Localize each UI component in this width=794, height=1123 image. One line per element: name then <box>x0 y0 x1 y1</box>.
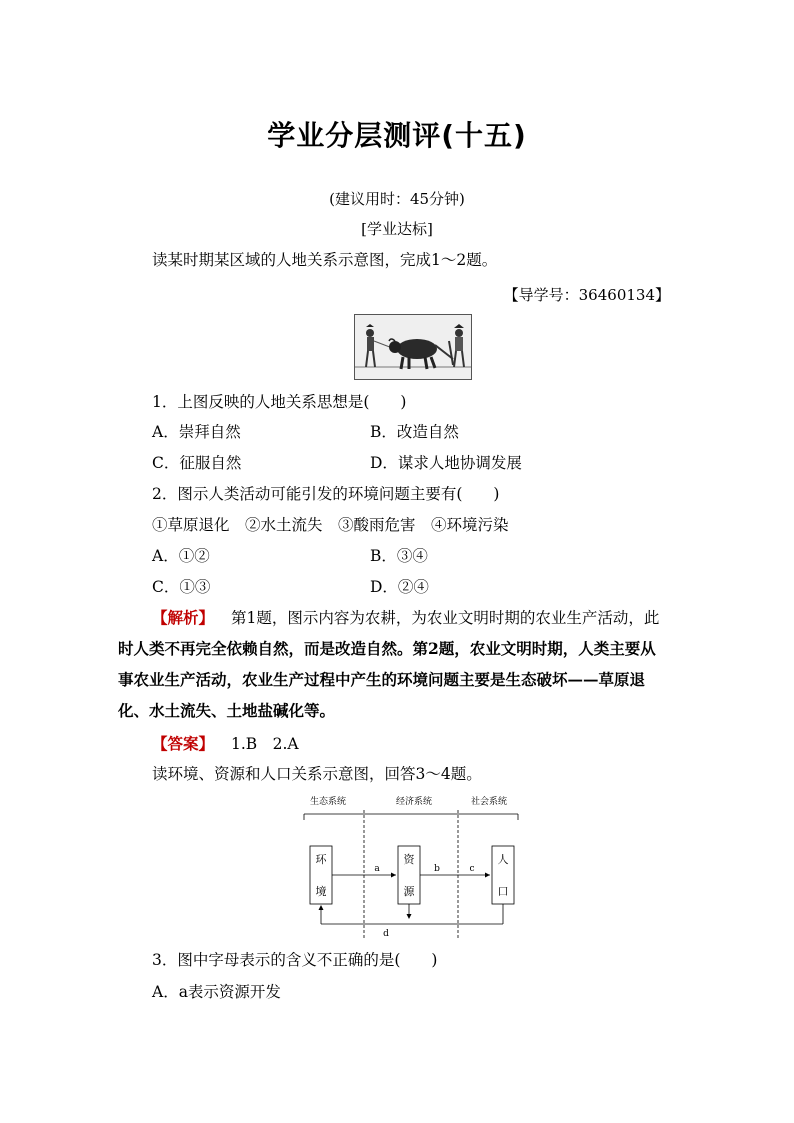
label-c: c <box>469 864 475 874</box>
box3-char-1: 人 <box>497 853 509 866</box>
intro-2: 读环境、资源和人口关系示意图，回答3～4题。 <box>152 765 482 783</box>
analysis-text-1: 第1题，图示内容为农耕，为农业文明时期的农业生产活动，此 <box>230 609 660 627</box>
q2-option-a: A．①② <box>152 547 210 565</box>
q2-option-c: C．①③ <box>152 578 211 596</box>
box2-char-1: 资 <box>403 853 415 866</box>
ox-plough-image <box>355 315 471 379</box>
environment-resource-population-diagram <box>302 792 530 944</box>
q2-items: ①草原退化 ②水土流失 ③酸雨危害 ④环境污染 <box>152 516 509 534</box>
col-label-economy: 经济系统 <box>395 797 433 807</box>
analysis-line-2: 时人类不再完全依赖自然，而是改造自然。第2题，农业文明时期，人类主要从 <box>118 639 656 658</box>
col-label-ecology: 生态系统 <box>309 797 347 807</box>
box2-char-2: 源 <box>403 885 415 898</box>
label-d: d <box>383 929 389 939</box>
q1-option-a: A．崇拜自然 <box>152 423 241 441</box>
q1-option-d: D．谋求人地协调发展 <box>370 454 522 472</box>
answer-tag: 【答案】 <box>152 734 215 753</box>
analysis-tag: 【解析】 <box>152 608 215 627</box>
farming-illustration <box>354 314 472 380</box>
time-hint: (建议用时：45分钟) <box>329 190 465 208</box>
guide-number: 【导学号：36460134】 <box>503 286 670 304</box>
q2-option-d: D．②④ <box>370 578 429 596</box>
analysis-line-3: 事农业生产活动，农业生产过程中产生的环境问题主要是生态破坏——草原退 <box>118 670 646 689</box>
box3-char-2: 口 <box>497 885 509 898</box>
label-a: a <box>374 864 380 874</box>
q2-stem: 2．图示人类活动可能引发的环境问题主要有( ) <box>152 485 500 503</box>
label-b: b <box>434 864 440 874</box>
q3-stem: 3．图中字母表示的含义不正确的是( ) <box>152 951 438 969</box>
q1-option-b: B．改造自然 <box>370 423 459 441</box>
q1-stem: 1．上图反映的人地关系思想是( ) <box>152 393 407 411</box>
answer-text: 1.B 2.A <box>230 735 299 753</box>
box1-char-1: 环 <box>315 853 327 866</box>
q2-option-b: B．③④ <box>370 547 428 565</box>
analysis-line-1 <box>152 608 659 628</box>
q3-option-a: A．a表示资源开发 <box>152 983 281 1001</box>
box1-char-2: 境 <box>315 885 327 898</box>
answer-line <box>152 734 299 754</box>
section-label: [学业达标] <box>361 220 433 238</box>
col-label-society: 社会系统 <box>470 797 508 807</box>
intro-1: 读某时期某区域的人地关系示意图，完成1～2题。 <box>152 251 498 269</box>
q1-option-c: C．征服自然 <box>152 454 242 472</box>
analysis-line-4: 化、水土流失、土地盐碱化等。 <box>118 701 336 720</box>
page-title: 学业分层测评(十五) <box>267 119 527 152</box>
